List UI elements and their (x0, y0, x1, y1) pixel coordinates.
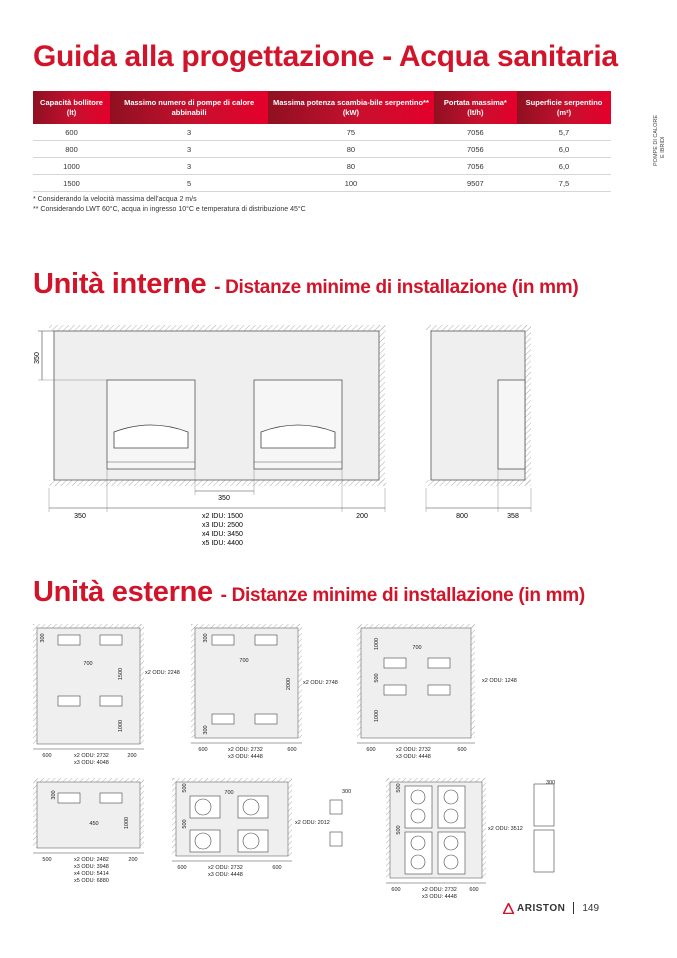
odu-distance-line: x2 ODU: 2732 (422, 887, 457, 893)
dim-350-left: 350 (74, 513, 86, 520)
outdoor-diagram-5 (172, 778, 351, 878)
outdoor-diagram-6 (386, 778, 555, 900)
outdoor-unit (212, 714, 234, 724)
idu-distance-line: x4 IDU: 3450 (202, 531, 243, 538)
side-unit (330, 800, 342, 814)
odu-distance-line: x2 ODU: 2732 (74, 753, 109, 759)
table-cell: 600 (33, 124, 110, 141)
indoor-clearance-diagram (0, 320, 677, 550)
dim-300: 300 (51, 790, 57, 800)
brand-logo-text: ARISTON (517, 902, 566, 914)
section-title-indoor: Unità interne - Distanze minime di installazione (in mm) (33, 268, 579, 300)
odu-distance-line: x2 ODU: 2732 (396, 747, 431, 753)
outdoor-unit (255, 714, 277, 724)
table-row (33, 124, 611, 141)
outdoor-unit (438, 786, 465, 828)
side-unit (534, 830, 554, 872)
table-cell: 5 (110, 175, 268, 192)
footnote-1: * Considerando la velocità massima dell'acqua 2 m/s (33, 196, 197, 203)
dim-600: 600 (272, 865, 282, 871)
dim-300: 300 (546, 780, 556, 786)
col-header: Superficie serpentino (m²) (517, 91, 611, 124)
col-header: Massimo numero di pompe di calore abbinabili (110, 91, 268, 124)
dim-700: 700 (83, 661, 93, 667)
col-header: Capacità bollitore (lt) (33, 91, 110, 124)
table-header-row (33, 91, 611, 124)
dim-600: 600 (287, 747, 297, 753)
odu-distance-line: x3 ODU: 4448 (208, 872, 243, 878)
outdoor-unit (58, 635, 80, 645)
idu-distance-line: x5 IDU: 4400 (202, 540, 243, 547)
table-cell: 7056 (434, 158, 517, 175)
odu-distance-line: x3 ODU: 4448 (228, 754, 263, 760)
odu-distance-line: x3 ODU: 4048 (74, 760, 109, 766)
dim-600: 600 (469, 887, 479, 893)
dim-600: 600 (177, 865, 187, 871)
footer-divider (573, 902, 574, 914)
outdoor-unit (100, 696, 122, 706)
dim-600: 600 (42, 753, 52, 759)
dim-500-mid: 500 (396, 825, 402, 835)
dim-700: 700 (412, 645, 422, 651)
indoor-unit (254, 380, 342, 469)
odu-distance-line: x5 ODU: 6880 (74, 878, 109, 884)
table-cell: 9507 (434, 175, 517, 192)
table-row (33, 158, 611, 175)
dim-800: 800 (456, 513, 468, 520)
page-number: 149 (582, 902, 600, 914)
col-header: Massima potenza scambia-bile serpentino** (kW) (268, 91, 434, 124)
dim-600: 600 (366, 747, 376, 753)
table-cell: 7056 (434, 124, 517, 141)
dim-700: 700 (239, 658, 249, 664)
dim-1000: 1000 (118, 719, 124, 733)
dim-1000: 1000 (374, 637, 380, 651)
side-unit (330, 832, 342, 846)
table-cell: 5,7 (517, 124, 611, 141)
table-cell: 100 (268, 175, 434, 192)
page-title: Guida alla progettazione - Acqua sanitaria (33, 40, 618, 73)
outdoor-clearance-diagrams (0, 618, 677, 908)
dim-300-bottom: 300 (203, 725, 209, 735)
side-section-label: POMPE DI CALORE E IBRIDI (653, 114, 666, 166)
table-cell: 800 (33, 141, 110, 158)
footnote-2: ** Considerando LWT 60°C, acqua in ingresso 10°C e temperatura di distribuzione 45°C (33, 206, 306, 213)
side-unit (534, 784, 554, 826)
dim-500: 500 (374, 673, 380, 683)
ariston-logo-icon (503, 903, 514, 914)
outdoor-unit (100, 793, 122, 803)
outdoor-unit (384, 685, 406, 695)
outdoor-unit (438, 832, 465, 874)
col-header: Portata massima* (lt/h) (434, 91, 517, 124)
table-cell: 80 (268, 158, 434, 175)
dim-358: 358 (507, 513, 519, 520)
table-cell: 1000 (33, 158, 110, 175)
dim-1500: 1500 (118, 667, 124, 681)
dim-500: 500 (396, 783, 402, 793)
section-title-outdoor: Unità esterne - Distanze minime di installazione (in mm) (33, 576, 585, 608)
odu-distance-right: x2 ODU: 2748 (303, 680, 338, 686)
dim-300: 300 (40, 633, 46, 643)
dhw-table (33, 91, 611, 192)
outdoor-unit (428, 658, 450, 668)
table-cell: 3 (110, 124, 268, 141)
table-cell: 7056 (434, 141, 517, 158)
idu-distance-line: x2 IDU: 1500 (202, 513, 243, 520)
indoor-unit (107, 380, 195, 469)
odu-distance-line: x4 ODU: 5414 (74, 871, 109, 877)
outdoor-unit (405, 832, 432, 874)
odu-distance-line: x3 ODU: 3948 (74, 864, 109, 870)
dim-1000-bottom: 1000 (374, 709, 380, 723)
dim-500: 500 (182, 783, 188, 793)
dim-350-gap: 350 (218, 495, 230, 502)
outdoor-diagram-2 (191, 624, 338, 760)
odu-distance-right: x2 ODU: 2248 (145, 670, 180, 676)
dim-700: 700 (224, 790, 234, 796)
dim-600: 600 (391, 887, 401, 893)
odu-distance-line: x2 ODU: 2482 (74, 857, 109, 863)
outdoor-unit (428, 685, 450, 695)
table-cell: 80 (268, 141, 434, 158)
odu-distance-line: x2 ODU: 2732 (208, 865, 243, 871)
table-cell: 7,5 (517, 175, 611, 192)
table-cell: 6,0 (517, 158, 611, 175)
indoor-unit-side (498, 380, 525, 469)
outdoor-unit (255, 635, 277, 645)
dim-200: 200 (127, 753, 137, 759)
odu-distance-line: x3 ODU: 4448 (396, 754, 431, 760)
outdoor-unit (58, 696, 80, 706)
dim-450: 450 (89, 821, 99, 827)
outdoor-unit (58, 793, 80, 803)
outdoor-diagram-1 (33, 624, 180, 766)
outdoor-diagram-4 (33, 778, 144, 884)
table-cell: 3 (110, 158, 268, 175)
dim-1000: 1000 (124, 816, 130, 830)
unit-display-panel (261, 425, 335, 448)
outdoor-unit (405, 786, 432, 828)
odu-distance-right: x2 ODU: 2012 (295, 820, 330, 826)
dim-600: 600 (457, 747, 467, 753)
unit-display-panel (114, 425, 188, 448)
dim-600: 600 (198, 747, 208, 753)
odu-distance-right: x2 ODU: 1248 (482, 678, 517, 684)
page-footer (503, 901, 599, 915)
outdoor-unit (384, 658, 406, 668)
dim-500: 500 (42, 857, 52, 863)
dim-350-top: 350 (34, 352, 41, 364)
dim-300: 300 (342, 789, 352, 795)
odu-distance-line: x3 ODU: 4448 (422, 894, 457, 900)
odu-distance-right: x2 ODU: 3512 (488, 826, 523, 832)
outdoor-diagram-3 (357, 624, 517, 760)
table-row (33, 141, 611, 158)
table-row (33, 175, 611, 192)
outdoor-unit (100, 635, 122, 645)
odu-distance-line: x2 ODU: 2732 (228, 747, 263, 753)
dim-500-mid: 500 (182, 819, 188, 829)
table-cell: 75 (268, 124, 434, 141)
dim-300: 300 (203, 633, 209, 643)
dim-200: 200 (356, 513, 368, 520)
table-cell: 3 (110, 141, 268, 158)
table-cell: 1500 (33, 175, 110, 192)
dim-200: 200 (128, 857, 138, 863)
idu-distance-line: x3 IDU: 2500 (202, 522, 243, 529)
outdoor-unit (212, 635, 234, 645)
dim-2000: 2000 (286, 677, 292, 691)
table-cell: 6,0 (517, 141, 611, 158)
